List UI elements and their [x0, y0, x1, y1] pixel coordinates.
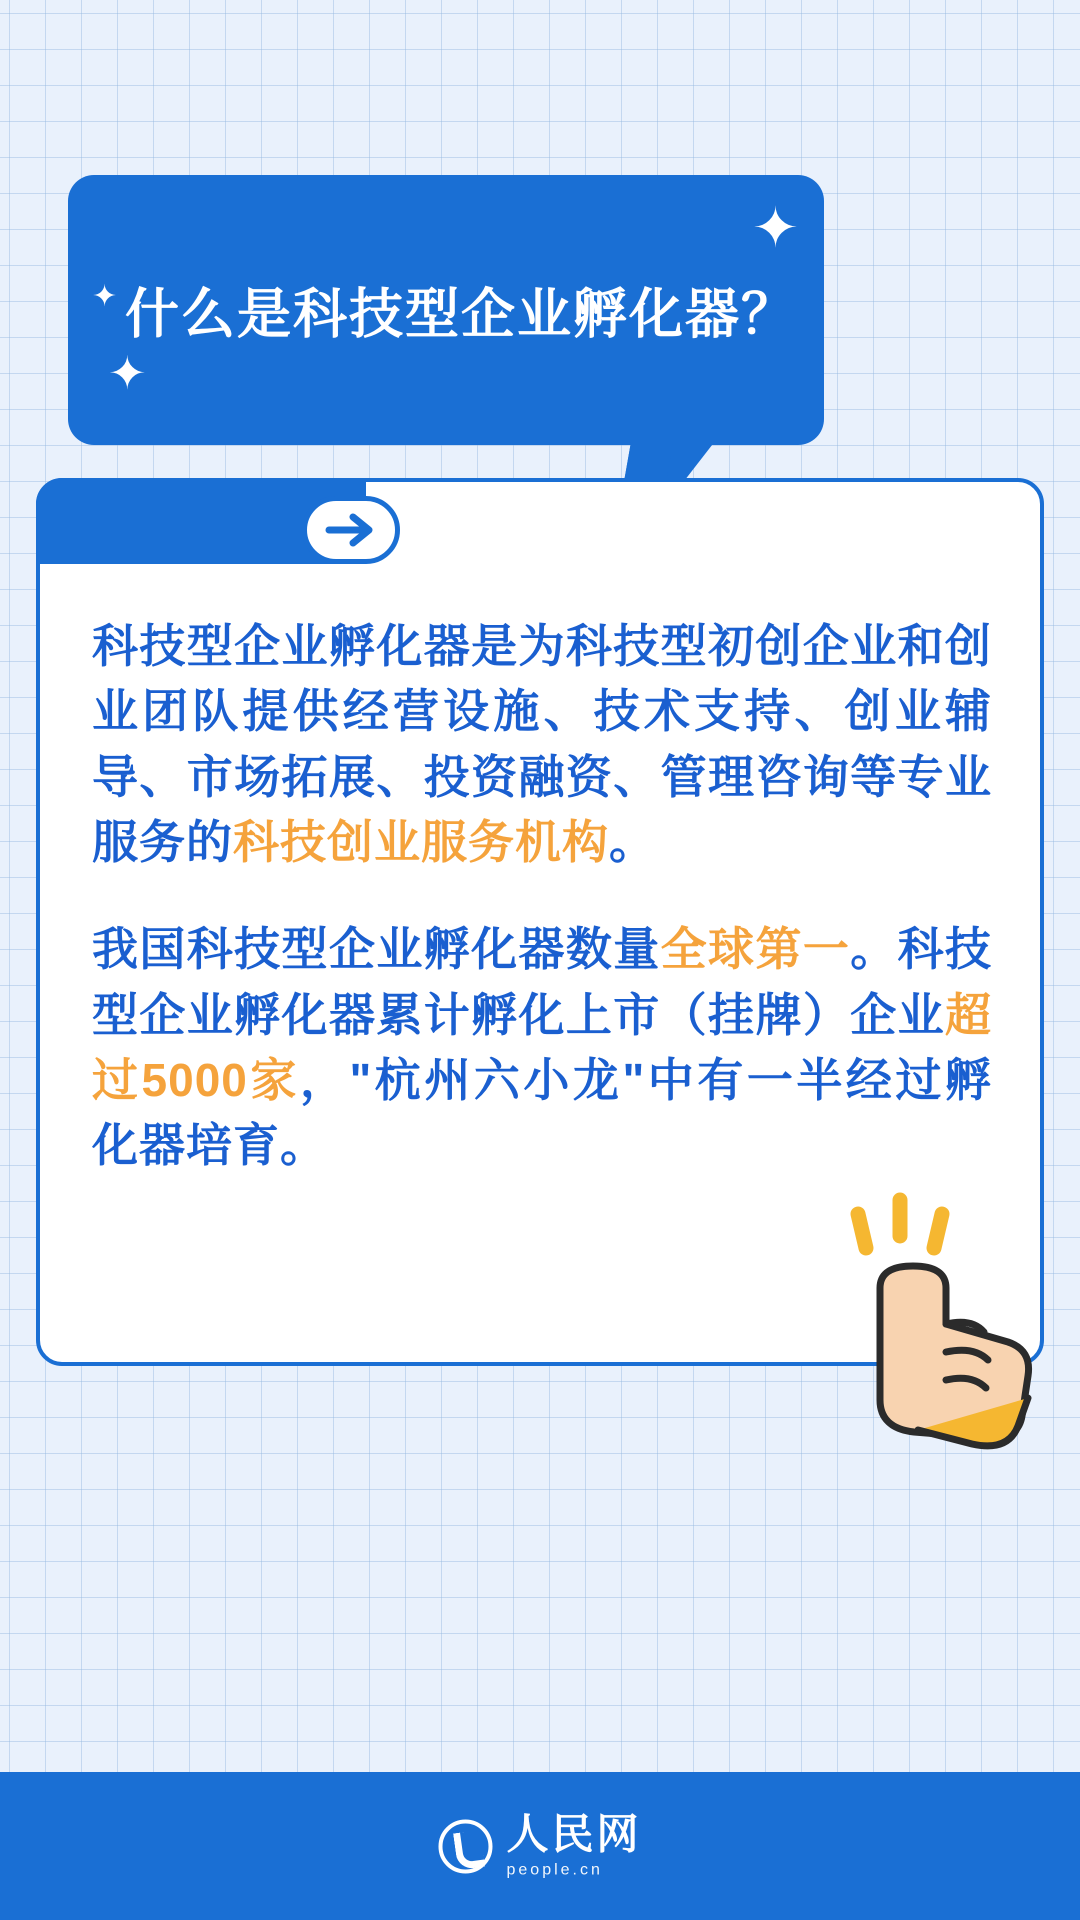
- card-body: [92, 614, 992, 1179]
- footer-bar: [0, 1772, 1080, 1920]
- page-title: 什么是科技型企业孵化器？: [125, 284, 797, 345]
- highlight-segment: 超过5000家: [92, 988, 992, 1106]
- paragraph-1: [92, 614, 992, 875]
- text-segment: ，"杭州六小龙"中有一半经过孵化器培育。: [92, 1053, 992, 1172]
- highlight-segment: 科技创业服务机构: [233, 815, 609, 868]
- pointing-hand-icon: [822, 1192, 1052, 1452]
- text-segment: 科技型企业孵化器是为科技型初创企业和创业团队提供经营设施、技术支持、创业辅导、市场拓展、投资融资、管理咨询等专业服务的: [92, 620, 992, 868]
- logo-mark: [438, 1819, 492, 1873]
- text-segment: 。科技型企业孵化器累计孵化上市（挂牌）企业: [92, 923, 993, 1041]
- people-cn-logo-icon: [438, 1810, 642, 1879]
- brand-name-cn: 人民网: [506, 1810, 642, 1858]
- sparkle-large-icon: ✦: [752, 196, 799, 259]
- brand-name-en: people.cn: [506, 1861, 603, 1879]
- sparkle-medium-icon: ✦: [108, 347, 147, 399]
- highlight-segment: 全球第一: [660, 923, 851, 976]
- paragraph-2: [92, 917, 992, 1178]
- sparkle-small-icon: ✦: [92, 280, 118, 313]
- text-segment: 。: [609, 815, 656, 868]
- text-segment: 我国科技型企业孵化器数量: [92, 923, 661, 976]
- arrow-right-icon: [302, 496, 400, 564]
- title-bubble: [68, 175, 824, 445]
